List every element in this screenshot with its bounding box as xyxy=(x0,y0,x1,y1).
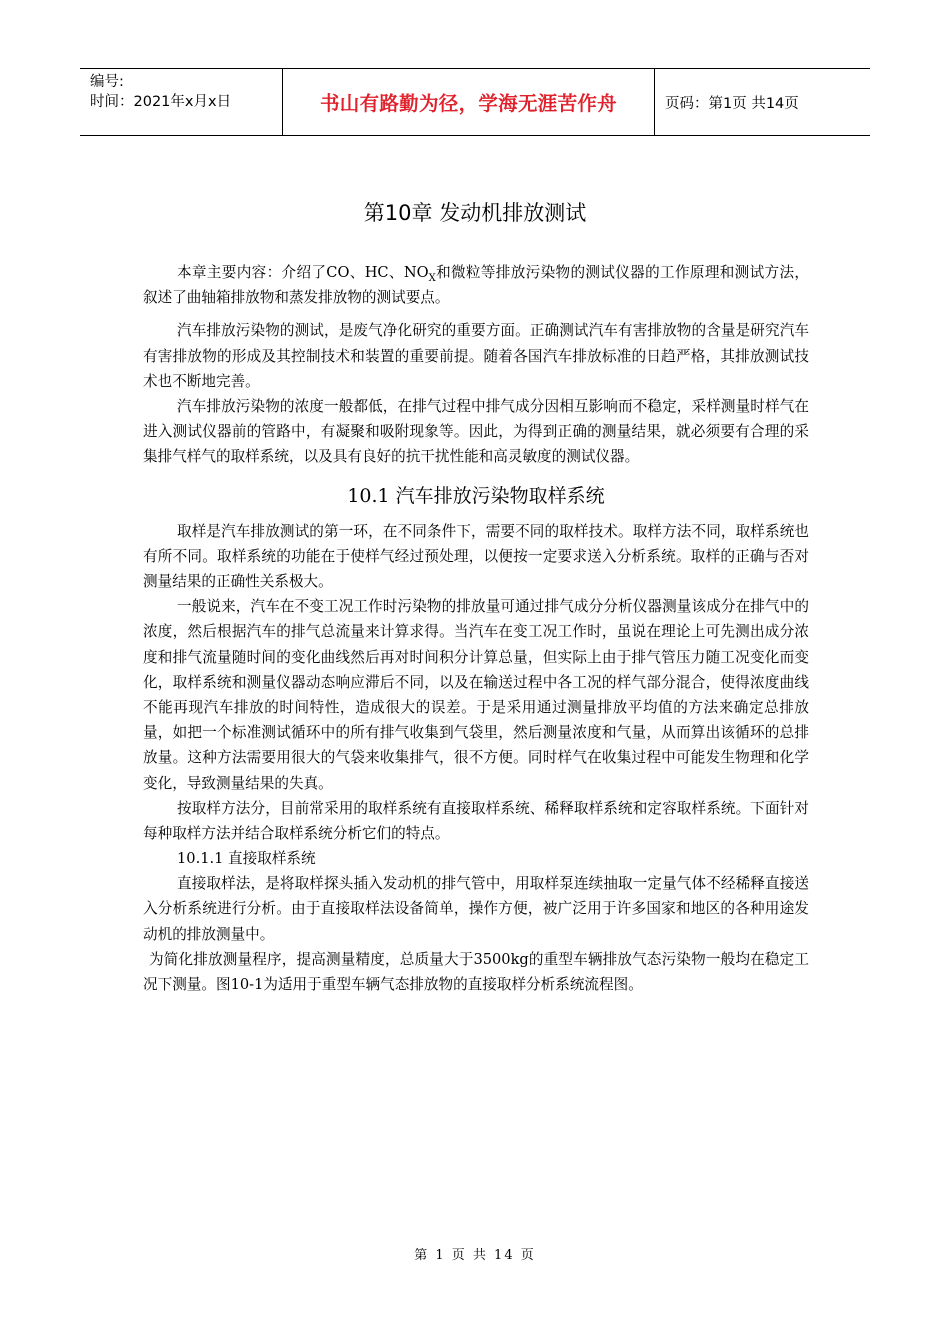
chapter-title: 第10章 发动机排放测试 xyxy=(363,201,587,225)
intro-p1-text: 本章主要内容：介绍了CO、HC、NO xyxy=(177,264,429,281)
section-paragraph-2: 一般说来，汽车在不变工况工作时污染物的排放量可通过排气成分分析仪器测量该成分在排气中的浓度，然后根据汽车的排气总流量来计算求得。当汽车在变工况工作时，虽说在理论上可先测出成分浓度和排气流量随时间的变化曲线然后再对时间积分计算总量，但实际上由于排气管压力随工况变化而变化，取样系统和测量仪器动态响应滞后不同，以及在输送过程中各工况的样气部分混合，使得浓度曲线不能再现汽车排放的时间特性，造成很大的误差。于是采用通过测量排放平均值的方法来确定总排放量，如把一个标准测试循环中的所有排气收集到气袋里，然后测量浓度和气量，从而算出该循环的总排放量。这种方法需要用很大的气袋来收集排气，很不方便。同时样气在收集过程中可能发生物理和化学变化，导致测量结果的失真。 xyxy=(143,598,809,792)
intro-p1-rest: 和微粒等排放污染物的测试仪器的工作原理和测试方法，叙述了曲轴箱排放物和蒸发排放物的测试要点。 xyxy=(143,264,809,307)
header-left-cell xyxy=(80,69,283,135)
header-motto: 书山有路勤为径，学海无涯苦作舟 xyxy=(283,69,655,135)
page-footer: 第 1 页 共 14 页 xyxy=(414,1248,536,1263)
section-paragraph-1: 取样是汽车排放测试的第一环，在不同条件下，需要不同的取样技术。取样方法不同，取样系统也有所不同。取样系统的功能在于使样气经过预处理，以便按一定要求送入分析系统。取样的正确与否对测量结果的正确性关系极大。 xyxy=(143,522,809,591)
nox-subscript: X xyxy=(428,272,436,284)
section-paragraph-3: 按取样方法分，目前常采用的取样系统有直接取样系统、稀释取样系统和定容取样系统。下面针对每种取样方法并结合取样系统分析它们的特点。 xyxy=(143,799,809,843)
document-body xyxy=(143,260,809,997)
intro-paragraph-1 xyxy=(143,260,809,310)
subsection-paragraph-1: 直接取样法，是将取样探头插入发动机的排气管中，用取样泵连续抽取一定量气体不经稀释直接送入分析系统进行分析。由于直接取样法设备简单，操作方便，被广泛用于许多国家和地区的各种用途发动机的排放测量中。 xyxy=(143,875,809,943)
intro-paragraph-3: 汽车排放污染物的浓度一般都低，在排气过程中排气成分因相互影响而不稳定，采样测量时样气在进入测试仪器前的管路中，有凝聚和吸附现象等。因此，为得到正确的测量结果，就必须要有合理的采集排气样气的取样系统，以及具有良好的抗干扰性能和高灵敏度的测试仪器。 xyxy=(143,398,809,466)
number-label: 编号: xyxy=(90,74,124,90)
subsection-title: 10.1.1 直接取样系统 xyxy=(177,850,316,868)
time-label: 时间：2021年x月x日 xyxy=(90,94,232,110)
header-page-info: 页码：第1页 共14页 xyxy=(665,95,799,112)
intro-paragraph-2: 汽车排放污染物的测试，是废气净化研究的重要方面。正确测试汽车有害排放物的含量是研究汽车有害排放物的形成及其控制技术和装置的重要前提。随着各国汽车排放标准的日趋严格，其排放测试技术也不断地完善。 xyxy=(143,322,809,390)
subsection-paragraph-2: 为简化排放测量程序，提高测量精度，总质量大于3500kg的重型车辆排放气态污染物一般均在稳定工况下测量。图10-1为适用于重型车辆气态排放物的直接取样分析系统流程图。 xyxy=(143,950,809,994)
header-table xyxy=(80,68,870,136)
section-title: 10.1 汽车排放污染物取样系统 xyxy=(347,484,605,507)
